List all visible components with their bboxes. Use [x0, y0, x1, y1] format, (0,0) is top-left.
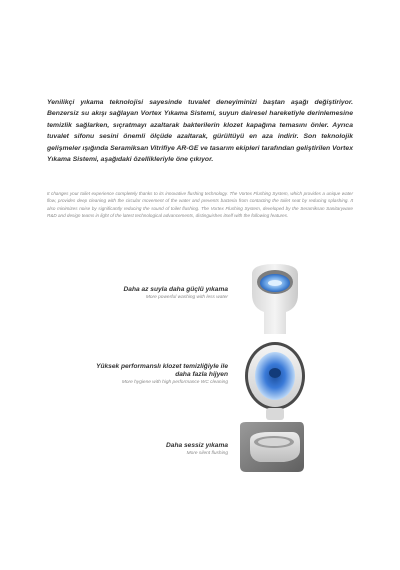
feature-1-text — [60, 286, 228, 301]
intro-text-turkish: Yenilikçi yıkama teknolojisi sayesinde tuvalet deneyiminizi baştan aşağı değiştiriyor. Benzersiz su akışı sağlayan Vortex Yıkama Sistemi, suyun dairesel hareketiyle derinlemesine temizlik sağlarken, sıçratmayı azaltarak bakterilerin klozet kapağına temasını önler. Ayrıca tuvalet sifonu sesini önemli ölçüde azaltarak, gürültüyü en aza indirir. Son teknolojik gelişmeler ışığında Seramiksan Vitrifiye AR-GE ve tasarım ekipleri tarafından geliştirilen Vortex Yıkama Sistemi, aşağıdaki özellikleriyle öne çıkıyor. — [47, 99, 353, 164]
toilet-wall-hung-image — [240, 422, 304, 472]
feature-2-subtitle: More hygiene with high performance WC cleaning — [121, 380, 228, 385]
toilet-side-view-image — [244, 260, 306, 336]
feature-3-text — [60, 442, 228, 457]
feature-1-subtitle: More powerful washing with less water — [145, 295, 228, 300]
feature-2-title-line2: daha fazla hijyen — [175, 371, 228, 378]
intro-text-english: It changes your toilet experience completely thanks to its innovative flushing technology. The Vortex Flushing System, which provides a unique water flow, provides deep cleaning with the circular movement of the water and prevents bacteria from contacting the toilet seat by reducing splashing. It also minimizes noise by significantly reducing the sound of toilet flushing. The Vortex Flushing System, developed by the Seramiksan Sanitaryware R&D and design teams in light of the latest technological advancements, distinguishes itself with the following features. — [47, 191, 353, 219]
toilet-top-view-image — [244, 340, 306, 422]
feature-1-title: Daha az suyla daha güçlü yıkama — [123, 286, 228, 293]
feature-2-text — [60, 363, 228, 386]
feature-3-title: Daha sessiz yıkama — [166, 442, 228, 449]
feature-2-title-line1: Yüksek performanslı klozet temizliğiyle ile — [96, 363, 228, 370]
feature-3-subtitle: More silent flushing — [186, 451, 228, 456]
